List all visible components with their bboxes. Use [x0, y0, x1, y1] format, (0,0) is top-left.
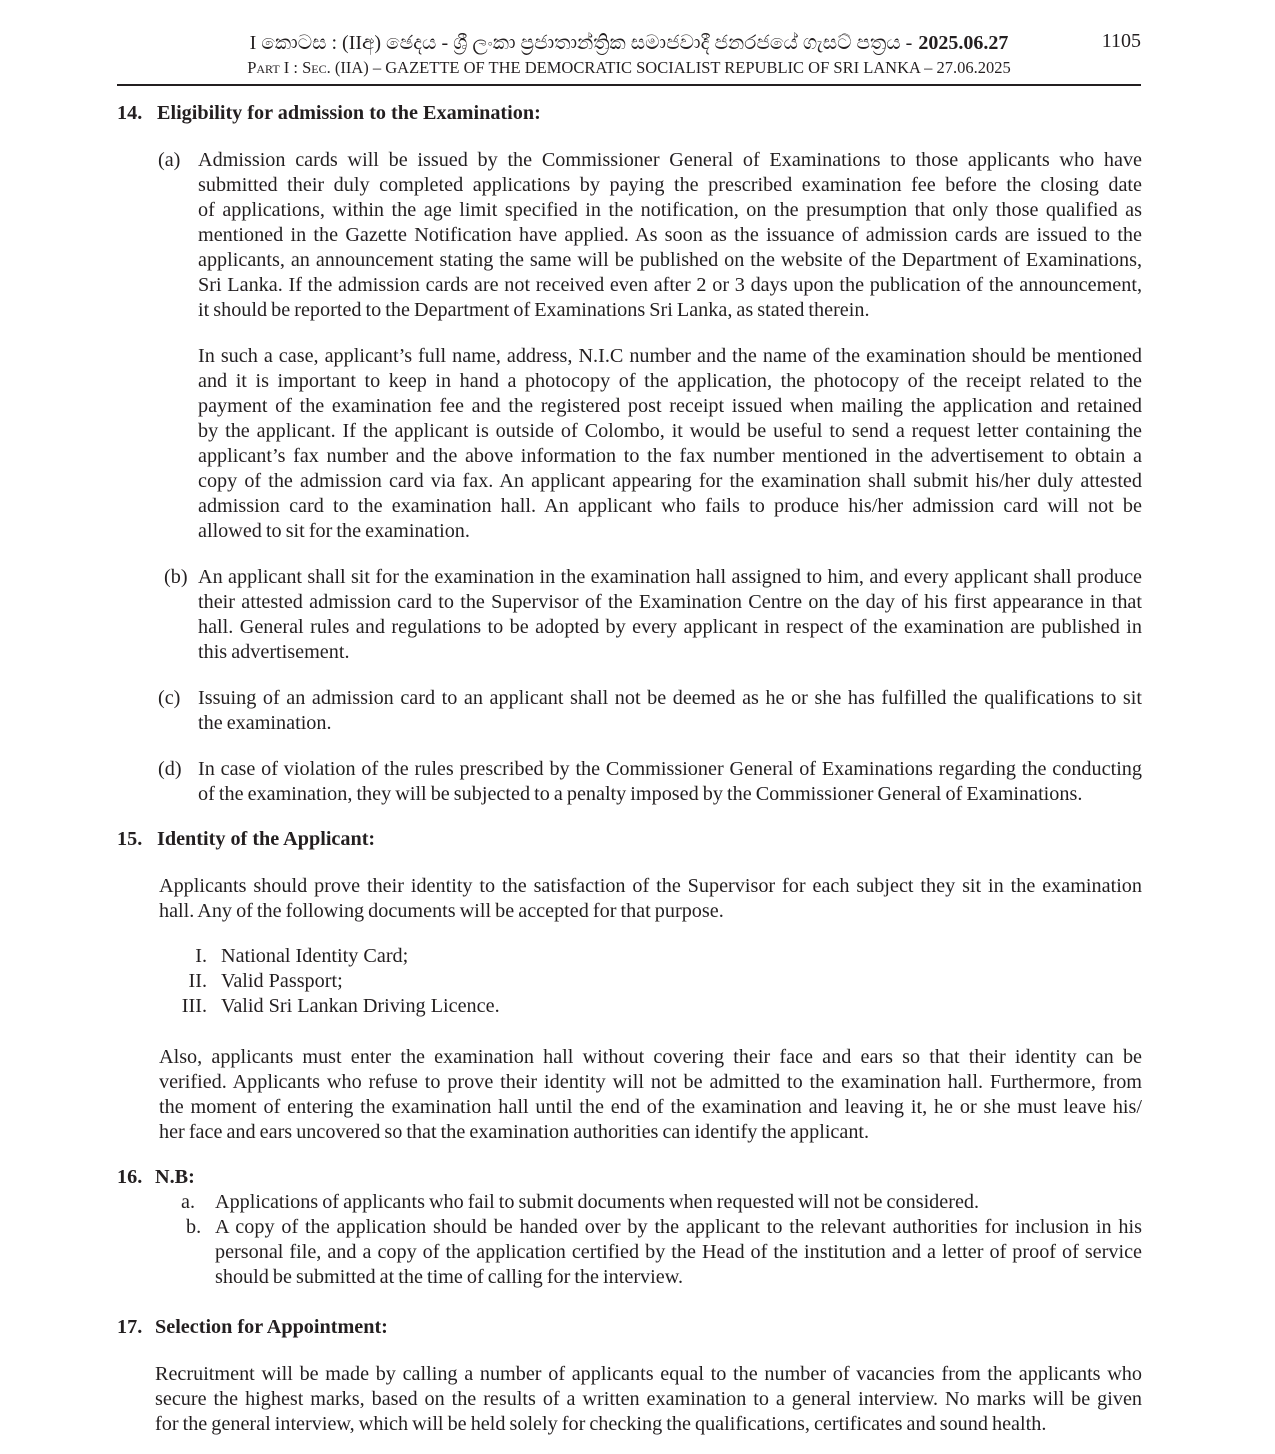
section-17-number: 17. [117, 1316, 143, 1338]
item-14d-label: (d) [158, 758, 182, 780]
section-14-number: 14. [117, 102, 143, 124]
text-line: Issuing of an admission card to an applicant shall not be deemed as he or she has fulfilled the qualifications to sit [198, 687, 1142, 709]
list-item-text: Valid Sri Lankan Driving Licence. [221, 995, 500, 1017]
section-14-title: Eligibility for admission to the Examination: [157, 102, 541, 124]
text-line: and it is important to keep in hand a photocopy of the application, the photocopy of the receipt related to the [198, 370, 1142, 392]
list-item-label: III. [181, 995, 207, 1017]
text-line: her face and ears uncovered so that the examination authorities can identify the applicant. [159, 1121, 870, 1143]
item-14c-paragraph [198, 686, 1142, 736]
list-item-text: National Identity Card; [221, 945, 409, 967]
item-14d-paragraph [198, 757, 1142, 807]
text-line: allowed to sit for the examination. [198, 520, 470, 542]
text-line: admission card to the examination hall. An applicant who fails to produce his/her admission card will not be [198, 495, 1142, 517]
item-14a-paragraph-2 [198, 344, 1142, 544]
item-16b-text [215, 1215, 1142, 1290]
text-line: by the applicant. If the applicant is outside of Colombo, it would be useful to send a request letter containing the [198, 420, 1142, 442]
text-line: A copy of the application should be handed over by the applicant to the relevant authorities for inclusion in his [215, 1216, 1142, 1238]
text-line: payment of the examination fee and the registered post receipt issued when mailing the application and retained [198, 395, 1142, 417]
text-line: verified. Applicants who refuse to prove their identity will not be admitted to the examination hall. Furthermore, from [159, 1071, 1142, 1093]
item-14a-paragraph-1 [198, 148, 1142, 323]
page-number: 1105 [1101, 30, 1141, 52]
text-line: submitted their duly completed applications by paying the prescribed examination fee before the closing date [198, 174, 1142, 196]
text-line: applicant’s fax number and the above information to the fax number mentioned in the advertisement to obtain a [198, 445, 1142, 467]
section-17-title: Selection for Appointment: [155, 1316, 388, 1338]
list-item-label: I. [195, 945, 207, 967]
header-sinhala-title: I කොටස : (IIඅ) ඡෙදය - ශ්‍රී ලංකා ප්‍රජාතාන්ත්‍රික සමාජවාදී ජනරජයේ ගැසට් පත්‍රය - [249, 32, 913, 54]
text-line: the examination. [198, 712, 332, 734]
section-15-number: 15. [117, 828, 143, 850]
section-17-body [155, 1362, 1142, 1437]
section-16-title: N.B: [155, 1166, 195, 1188]
text-line: personal file, and a copy of the application certified by the Head of the institution and a letter of proof of service [215, 1241, 1142, 1263]
text-line: the moment of entering the examination hall until the end of the examination and leaving it, he or she must leave his/ [159, 1096, 1142, 1118]
text-line: their attested admission card to the Supervisor of the Examination Centre on the day of his first appearance in that [198, 591, 1142, 613]
text-line: Admission cards will be issued by the Commissioner General of Examinations to those applicants who have [198, 149, 1142, 171]
list-item-text: Valid Passport; [221, 970, 343, 992]
section-15-title: Identity of the Applicant: [157, 828, 376, 850]
text-line: of the examination, they will be subjected to a penalty imposed by the Commissioner General of Examinations. [198, 783, 1083, 805]
text-line: Also, applicants must enter the examination hall without covering their face and ears so that their identity can be [159, 1046, 1142, 1068]
list-item-label: II. [188, 970, 207, 992]
text-line: mentioned in the Gazette Notification have applied. As soon as the issuance of admission cards are issued to the [198, 224, 1142, 246]
header-sinhala-line [117, 31, 1141, 56]
item-16a-text [215, 1190, 1142, 1215]
text-line: In case of violation of the rules prescribed by the Commissioner General of Examinations regarding the conducting [198, 758, 1142, 780]
section-16-number: 16. [117, 1166, 143, 1188]
item-16b-label: b. [186, 1216, 202, 1238]
section-15-outro [159, 1045, 1142, 1145]
text-line: In such a case, applicant’s full name, address, N.I.C number and the name of the examination should be mentioned [198, 345, 1142, 367]
item-14b-paragraph [198, 565, 1142, 665]
text-line: hall. Any of the following documents will be accepted for that purpose. [159, 900, 724, 922]
text-line: secure the highest marks, based on the results of a written examination to a general interview. No marks will be given [155, 1388, 1142, 1410]
text-line: of applications, within the age limit specified in the notification, on the presumption that only those qualified as [198, 199, 1142, 221]
text-line: Sri Lanka. If the admission cards are not received even after 2 or 3 days upon the publication of the announcement, [198, 274, 1142, 296]
header-date: 2025.06.27 [918, 32, 1009, 54]
item-14c-label: (c) [158, 687, 181, 709]
item-14a-label: (a) [158, 149, 181, 171]
item-14b-label: (b) [164, 566, 188, 588]
text-line: should be submitted at the time of calling for the interview. [215, 1266, 684, 1288]
text-line: Applicants should prove their identity to the satisfaction of the Supervisor for each subject they sit in the examination [159, 875, 1142, 897]
text-line: copy of the admission card via fax. An applicant appearing for the examination shall submit his/her duly attested [198, 470, 1142, 492]
item-16a-label: a. [181, 1191, 196, 1213]
text-line: it should be reported to the Department of Examinations Sri Lanka, as stated therein. [198, 299, 870, 321]
text-line: An applicant shall sit for the examination in the examination hall assigned to him, and every applicant shall produce [198, 566, 1142, 588]
text-line: Recruitment will be made by calling a number of applicants equal to the number of vacancies from the applicants who [155, 1363, 1142, 1385]
text-line: applicants, an announcement stating the same will be published on the website of the Department of Examinations, [198, 249, 1142, 271]
text-line: hall. General rules and regulations to be adopted by every applicant in respect of the examination are published in [198, 616, 1142, 638]
header-english-title: Part I : Sec. (IIA) – GAZETTE OF THE DEMOCRATIC SOCIALIST REPUBLIC OF SRI LANKA – 27.06.2025 [247, 58, 1011, 77]
text-line: Applications of applicants who fail to submit documents when requested will not be considered. [215, 1191, 980, 1213]
header-divider [117, 84, 1141, 86]
text-line: for the general interview, which will be held solely for checking the qualifications, certificates and sound health. [155, 1413, 1047, 1435]
text-line: this advertisement. [198, 641, 350, 663]
section-15-intro [159, 874, 1142, 924]
